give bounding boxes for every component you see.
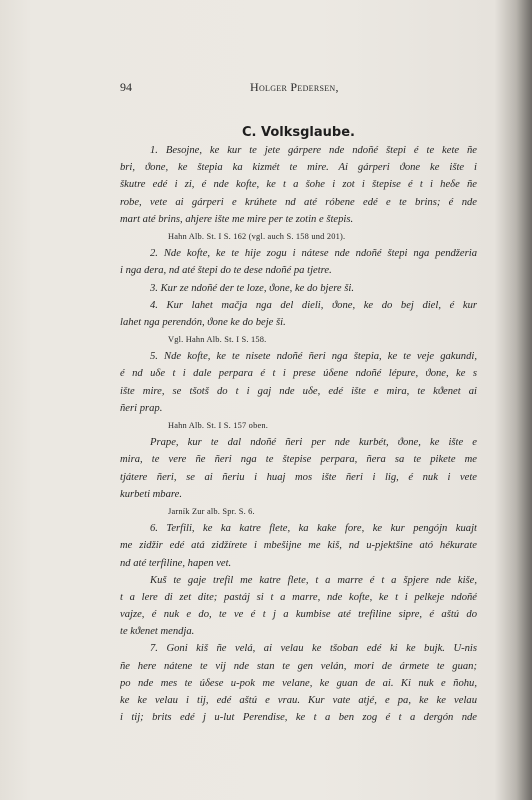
text-line: lahet nga perendón, ϑone ke do beje ši. (120, 316, 286, 328)
text-line: ke ke velau i tij, edé aštú e vrau. Kur vate atjé, e pa, ke ke velau (120, 695, 477, 706)
text-line: bri, ϑone, ke štepia ka kizmét te mire. Ai gárperi ϑone ke ište i (120, 162, 477, 174)
page-number: 94 (120, 80, 132, 94)
text-line: nd até terfiline, hapen vet. (120, 557, 232, 569)
text-line: kurbeti mbare. (120, 488, 182, 500)
text-line: Prape, kur te dal ndoñé ñeri per nde kurbét, ϑone, ke ište e (150, 437, 477, 449)
text-line: tjátere ñeri, se ai ñeriu i huaj mos ište ñeri i lig, é nuk i vete (120, 471, 477, 483)
text-line: Kuš te gaje trefil me katre flete, t a marre é t a špjere nde kiše, (150, 574, 477, 586)
text-line: 2. Nde kofte, ke te hije zogu i nátese nde ndoñé štepi nga pendžeria (150, 248, 477, 260)
text-line: é nd uδe t i dale perpara é t i prese úδene ndoñé lépure, ϑone, ke s (120, 368, 477, 380)
text-line: vajze, é nuk e do, te ve é t j a kumbise até trefiline sipre, é aštú do (120, 609, 477, 621)
text-line: 1. Besojne, ke kur te jete gárpere nde ndoñé štepi é te kete ñe (150, 145, 477, 156)
text-line: 3. Kur ze ndoñé der te loze, ϑone, ke do bjere ši. (150, 282, 354, 294)
text-line: i nga dera, nd até štepi do te dese ndoñé pa tjetre. (120, 265, 332, 277)
text-line: i tij; brits edé j u-lut Perendise, ke t a ben zog é t a dergón nde (120, 712, 477, 724)
text-line: t a lere di zet dite; pastáj si t a marre, nde kofte, ke t i pelkeje ndoñé (120, 591, 477, 603)
body-text (120, 142, 477, 726)
text-line: škutre edé i zi, é nde kofte, ke t a šohe i zot i štepise é t i heδe ñe (120, 179, 477, 191)
text-line: ñe here nátene te vij nde stan te gen velán, mori de ármete te guan; (120, 660, 477, 672)
text-line: ište mire, se tšotš do t i gaj nde uδe, edé ište e mira, te kϑenet ai (120, 385, 477, 397)
citation-line: Hahn Alb. St. I S. 157 oben. (168, 421, 269, 430)
citation-line: Vgl. Hahn Alb. St. I S. 158. (168, 335, 267, 345)
section-title: C. Volksglaube. (242, 125, 355, 140)
text-line: robe, vete ai gárperi e krúhete nd até róbene edé e te brins; é nde (120, 196, 477, 208)
text-line: 7. Goni kiš ñe velá, ai velau ke tšoban edé ki ke bujk. U-nis (150, 643, 477, 655)
text-line: 5. Nde kofte, ke te nisete ndoñé ñeri nga štepia, ke te veje gakundi, (150, 351, 477, 363)
running-head: Holger Pedersen, (250, 80, 339, 94)
citation-line: Hahn Alb. St. I S. 162 (vgl. auch S. 158 und 201). (168, 231, 346, 241)
text-line: 4. Kur lahet mačja nga del dieli, ϑone, ke do bej diel, é kur (150, 299, 477, 311)
text-line: mart até brins, ahjere ište me mire per te zotin e štepis. (120, 213, 354, 225)
text-line: me zidžir edé atá zidžírete i mbešijne me kiš, nd u-pjektšine ató hékurate (120, 540, 477, 552)
citation-line: Jarník Zur alb. Spr. S. 6. (168, 506, 255, 516)
text-line: te kϑenet mendja. (120, 626, 195, 638)
text-line: ñeri prap. (120, 402, 163, 414)
text-line: po nde mes te úδese u-pok me velane, ke guan de ai. Ki nuk e ñohu, (120, 677, 477, 689)
text-line: 6. Terfili, ke ka katre flete, ka kake fore, ke kur pengójn kuajt (150, 523, 477, 535)
text-line: mira, te vere ñe ñeri nga te štepise perpara, ñera sa te pikete me (120, 454, 477, 466)
